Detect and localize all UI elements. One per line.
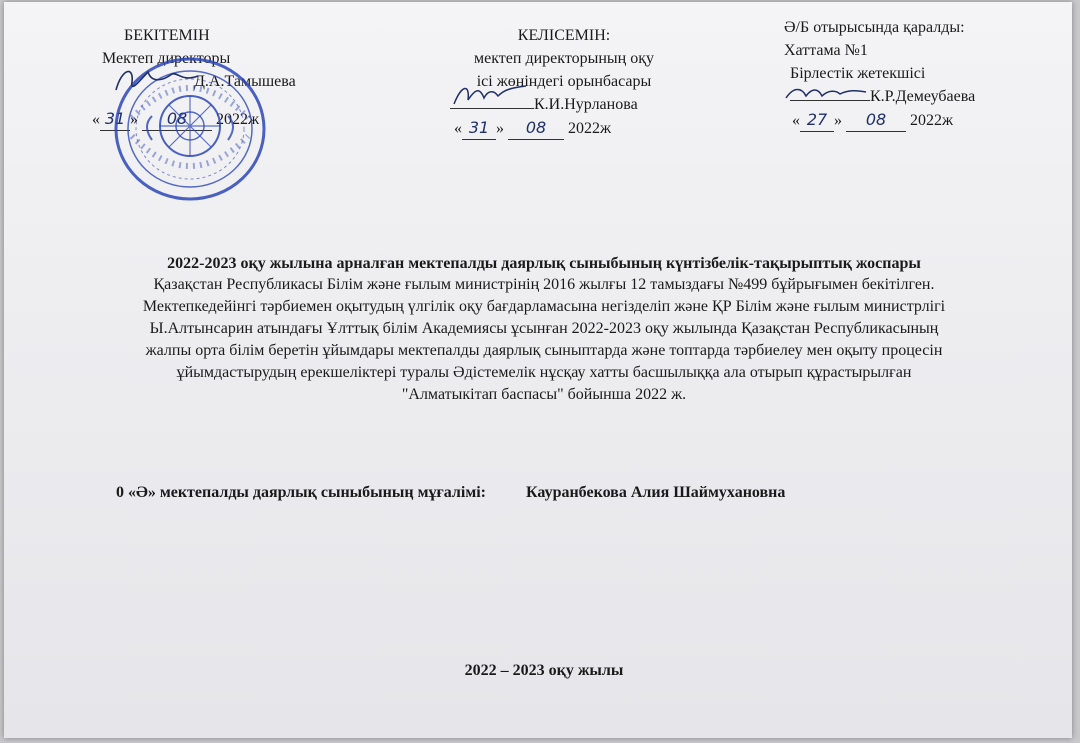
- teacher-line: [116, 484, 916, 502]
- agreement-role-line2: ісі жөніндегі орынбасары: [476, 73, 652, 90]
- approval-date: « 31 » 08 2022ж: [92, 107, 432, 131]
- deputy-signature-icon: [450, 80, 530, 110]
- document-intro: [94, 274, 994, 406]
- intro-line: жалпы орта білім беретін ұйымдары мектепалды даярлық сыныптарда және топтарда тәрбиелеу мен оқыту процесін: [145, 342, 943, 359]
- approval-heading: БЕКІТЕМІН: [124, 27, 210, 44]
- approval-role: Мектеп директоры: [102, 50, 231, 67]
- academic-year: 2022 – 2023 оқу жылы: [464, 662, 624, 679]
- intro-line: "Алматыкітап баспасы" бойынша 2022 ж.: [401, 386, 687, 403]
- agreement-date-day: 31: [462, 116, 496, 140]
- review-heading: Ә/Б отырысында қаралды:: [784, 19, 965, 36]
- agreement-name: К.И.Нурланова: [534, 96, 638, 113]
- intro-line: ұйымдастырудың ерекшеліктері туралы Әдістемелік нұсқау хатты басшылыққа ала отырып құрастырылған: [176, 364, 912, 381]
- approval-date-month: 08: [142, 107, 212, 131]
- approval-date-day: 31: [100, 107, 130, 131]
- review-date-month: 08: [846, 108, 906, 132]
- review-date-day: 27: [800, 108, 834, 132]
- review-protocol: Хаттама №1: [784, 42, 868, 59]
- agreement-heading: КЕЛІСЕМІН:: [517, 27, 611, 44]
- director-signature-icon: [112, 60, 202, 100]
- review-date: « 27 » 08 2022ж: [784, 108, 1072, 132]
- agreement-role-line1: мектеп директорының оқу: [474, 50, 654, 67]
- review-role: Бірлестік жетекшісі: [790, 65, 926, 82]
- intro-line: Қазақстан Республикасы Білім және ғылым министрінің 2016 жылғы 12 тамыздағы №499 бұйрығымен бекітілген.: [153, 276, 935, 293]
- intro-line: Мектепкедейінгі тәрбиемен оқытудың үлгілік оқу бағдарламасына негізделіп және ҚР Білім және ғылым министрлігі: [142, 298, 946, 315]
- approval-date-year: 2022ж: [216, 111, 260, 128]
- review-date-year: 2022ж: [910, 112, 954, 129]
- document-title: 2022-2023 оқу жылына арналған мектепалды даярлық сыныбының күнтізбелік-тақырыптық жоспары: [167, 255, 921, 272]
- teacher-label: 0 «Ә» мектепалды даярлық сыныбының мұғалімі:: [116, 484, 486, 501]
- agreement-date-year: 2022ж: [568, 120, 612, 137]
- methodist-signature-icon: [784, 82, 868, 106]
- review-name: К.Р.Демеубаева: [870, 88, 976, 105]
- teacher-name: Кауранбекова Алия Шаймухановна: [525, 484, 786, 501]
- document-page: [4, 2, 1072, 738]
- review-block: [784, 16, 1072, 132]
- approval-name: Д.А.Тамышева: [194, 73, 296, 90]
- agreement-date-month: 08: [508, 116, 564, 140]
- agreement-date: « 31 » 08 2022ж: [434, 116, 694, 140]
- intro-line: Ы.Алтынсарин атындағы Ұлттық білім Академиясы ұсынған 2022-2023 оқу жылында Қазақстан Республикасының: [149, 320, 939, 337]
